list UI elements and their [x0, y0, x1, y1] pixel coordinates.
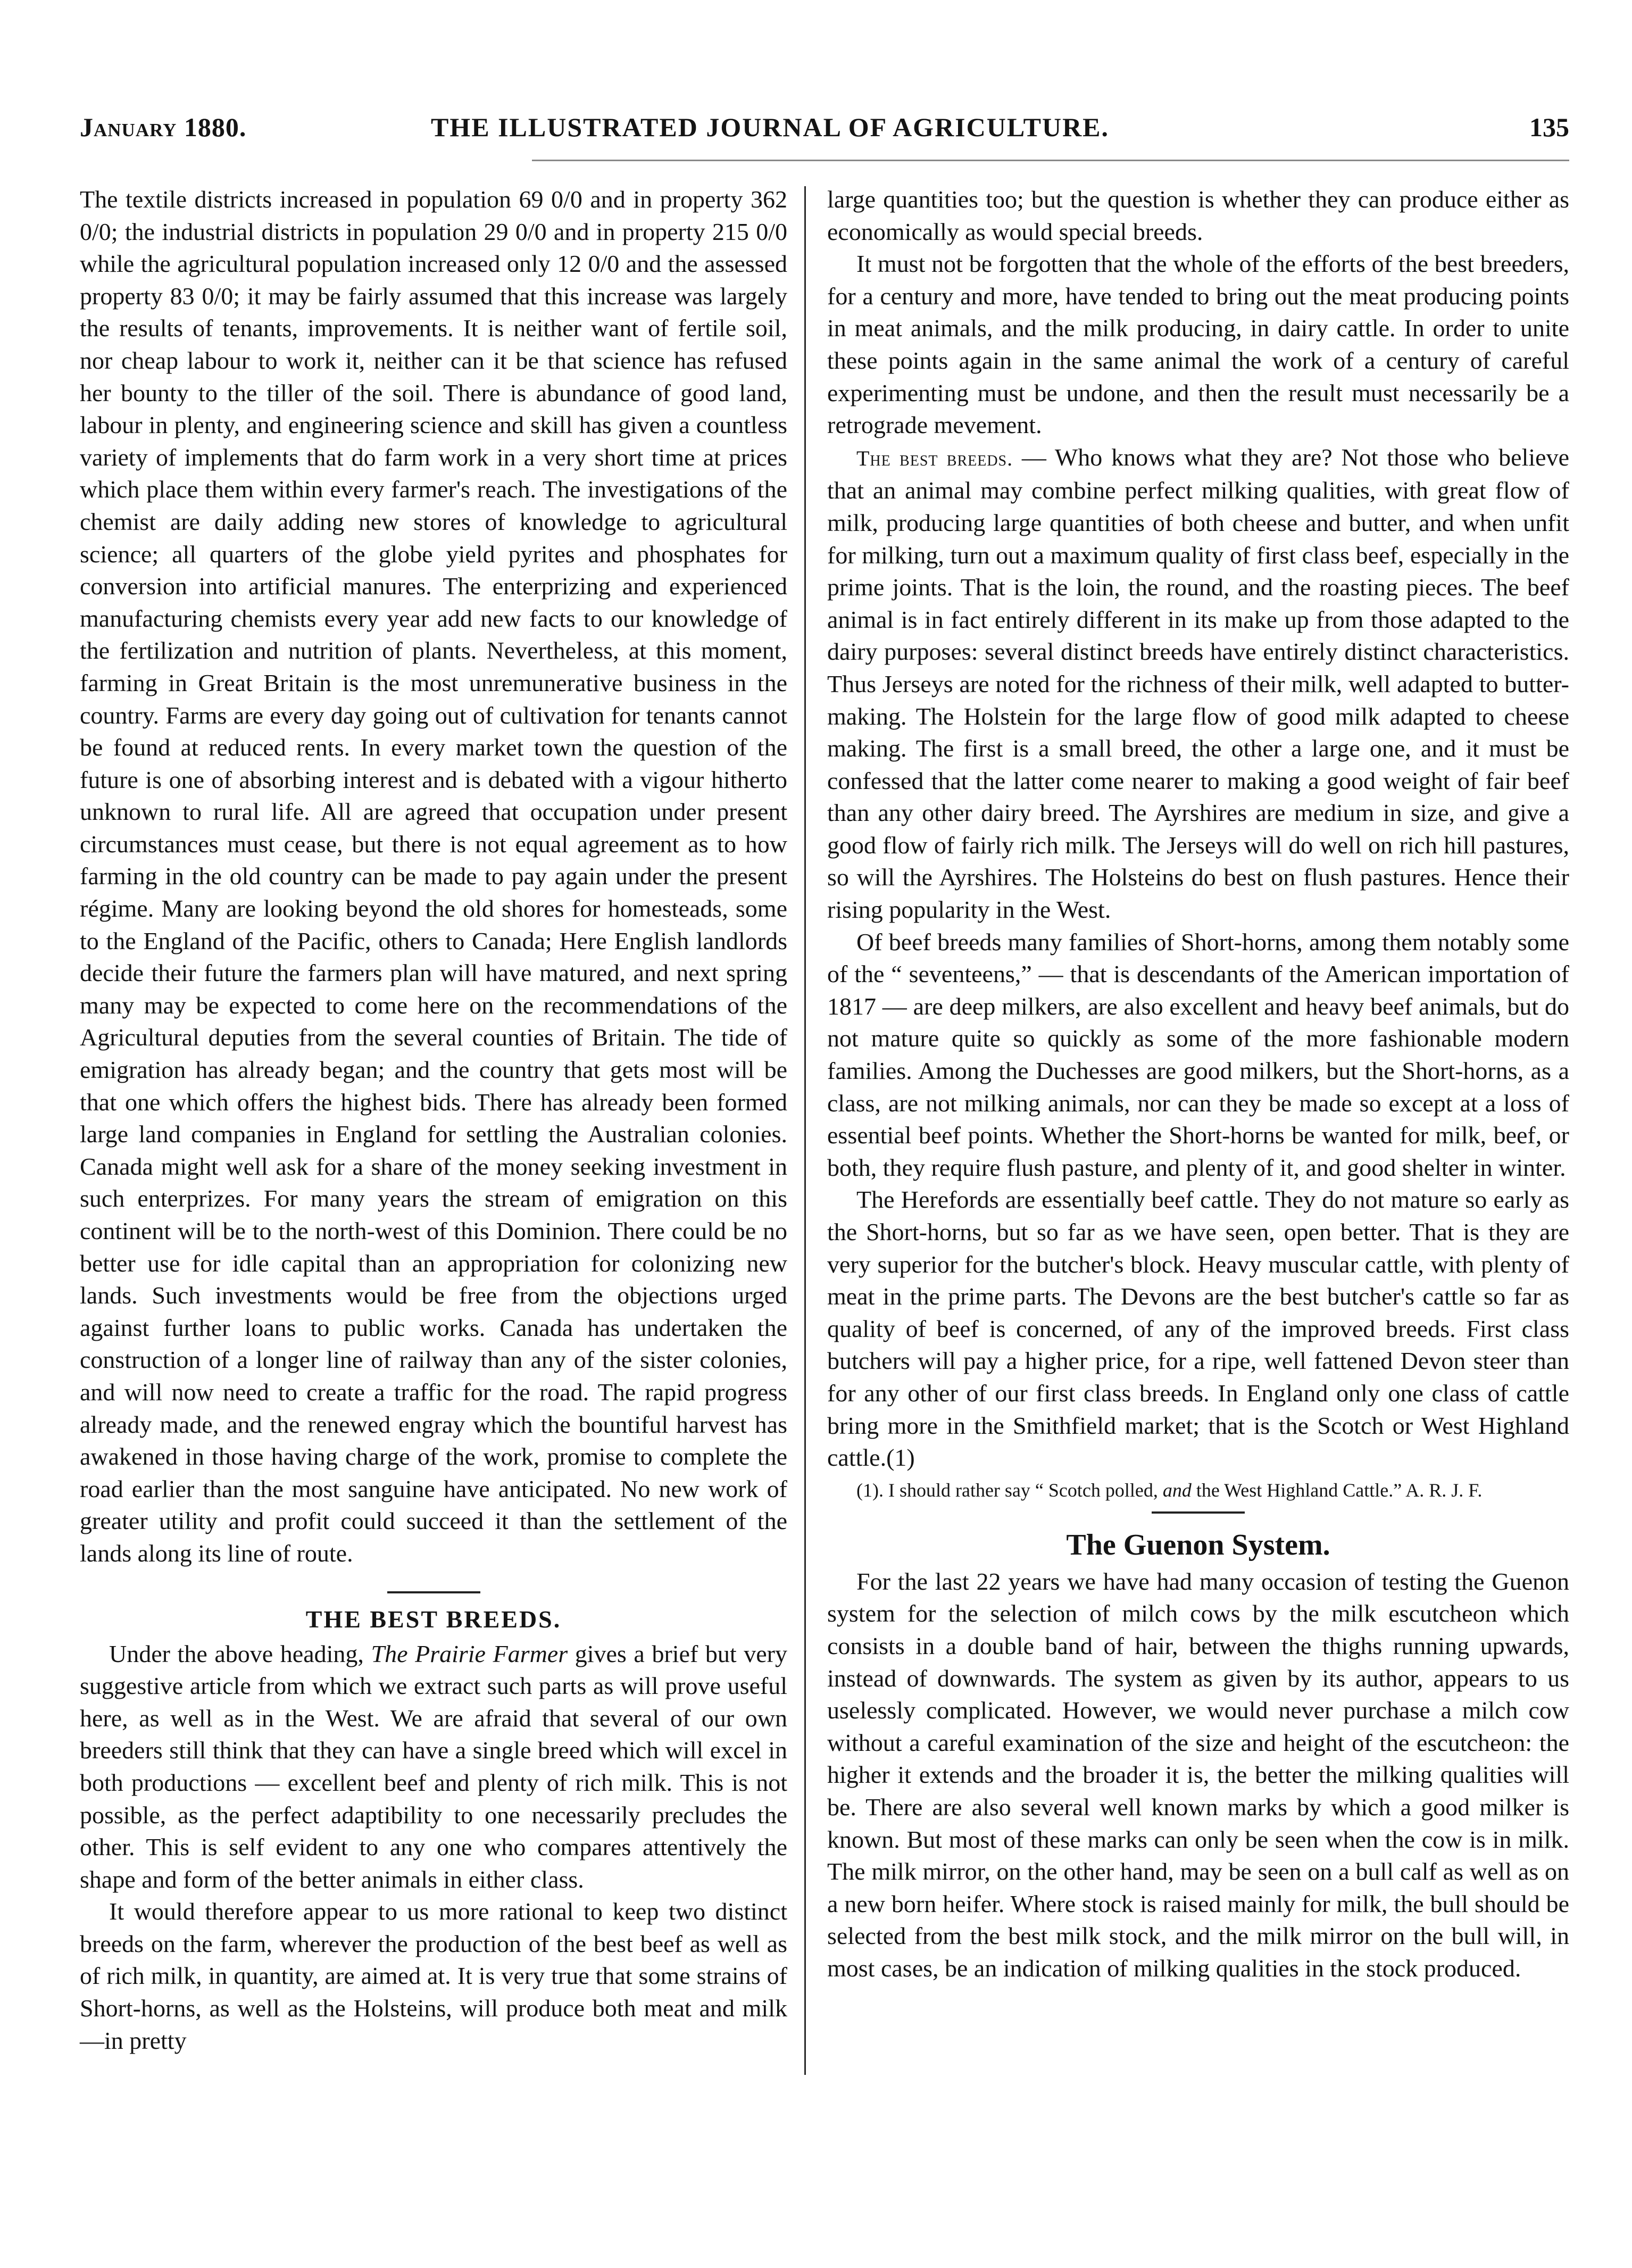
- header-date: January 1880.: [80, 112, 247, 142]
- right-column: [827, 184, 1569, 1984]
- journal-title: THE ILLUSTRATED JOURNAL OF AGRICULTURE.: [431, 112, 1110, 142]
- herefords-paragraph: The Herefords are essentially beef cattle. They do not mature so early as the Short-horns, but so far as we have seen, open better. That is they are very superior for the butcher's block. Heavy muscular cattle, with plenty of meat in the prime parts. The Devons are the best butcher's cattle so far as quality of beef is concerned, of any of the improved breeds. First class butchers will pay a higher price, for a ripe, well fattened Devon steer than for any other of our first class breeds. In England only one class of cattle bring more in the Smithfield market; that is the Scotch or West Highland cattle.(1): [827, 1186, 1569, 1472]
- left-column: [80, 184, 787, 2057]
- best-breeds-heading: THE BEST BREEDS.: [305, 1605, 562, 1633]
- text-run: gives a brief but very suggestive article from which we extract such parts as will prove useful here, as well as in the West. We are afraid that several of our own breeders still think that they can have a single breed which will excel in both productions — excellent beef and plenty of rich milk. This is not possible, as the perfect adaptibility to one necessarily precludes the other. This is self evident to any one who compares attentively the shape and form of the better animals in either class.: [80, 1640, 787, 1893]
- emigration-article-text: The textile districts increased in population 69 0/0 and in property 362 0/0; the industrial districts in population 29 0/0 and in property 215 0/0 while the agricultural population increased only 12 0/0 and the assessed property 83 0/0; it may be fairly assumed that this increase was largely the results of tenants, improvements. It is neither want of fertile soil, nor cheap labour to work it, neither can it be that science has refused her bounty to the tiller of the soil. There is abundance of good land, labour in plenty, and engineering science and skill has given a countless variety of implements that do farm work in a very short time at prices which place them within every farmer's reach. The investigations of the chemist are daily adding new stores of knowledge to agricultural science; all quarters of the globe yield pyrites and phosphates for conversion into artificial manures. The enterprizing and experienced manufacturing chemists every year add new facts to our knowledge of the fertilization and nutrition of plants. Nevertheless, at this moment, farming in Great Britain is the most unremunerative business in the country. Farms are every day going out of cultivation for tenants cannot be found at reduced rents. In every market town the question of the future is one of absorbing interest and is debated with a vigour hitherto unknown to rural life. All are agreed that occupation under present circumstances must cease, but there is not equal agreement as to how farming in the old country can be made to pay again under the present régime. Many are looking beyond the old shores for homesteads, some to the England of the Pacific, others to Canada; Here English landlords decide their future the farmers plan will have matured, and next spring many may be expected to come here on the recommendations of the Agricultural deputies from the several counties of Britain. The tide of emigration has already began; and the country that gets most will be that one which offers the highest bids. There has already been formed large land companies in England for settling the Australian colonies. Canada might well ask for a share of the money seeking investment in such enterprizes. For many years the stream of emigration on this continent will be to the north-west of this Dominion. There could be no better use for idle capital than an appropriation for colonizing new lands. Such investments would be free from the objections urged against further loans to public works. Canada has undertaken the construction of a longer line of railway than any of the sister colonies, and will now need to create a traffic for the road. The rapid progress already made, and the renewed engray which the bountiful harvest has awakened in those having charge of the work, promise to complete the road earlier than the most sanguine have anticipated. No new work of greater utility and profit could succeed it than the settlement of the lands along its line of route.: [80, 186, 787, 1567]
- column-divider: [804, 186, 806, 2075]
- page-number: 135: [1529, 112, 1569, 142]
- text-run: the West Highland Cattle.” A. R. J. F.: [1191, 1479, 1483, 1501]
- footnote: [827, 1477, 1569, 1503]
- text-run: (1). I should rather say “ Scotch polled,: [856, 1479, 1163, 1501]
- guenon-system-paragraph: For the last 22 years we have had many occasion of testing the Guenon system for the selection of milch cows by the milk escutcheon which consists in a double band of hair, between the thighs running upwards, instead of downwards. The system as given by its author, appears to us uselessly complicated. However, we would never purchase a milch cow without a careful examination of the size and height of the escutcheon: the higher it extends and the broader it is, the better the milking qualities will be. There are also several well known marks by which a good milker is known. But most of these marks can only be seen when the cow is in milk. The milk mirror, on the other hand, may be seen on a bull calf as well as on a new born heifer. Where stock is raised mainly for milk, the bull should be selected from the best milk stock, and the milk mirror on the bull will, in most cases, be an indication of milking qualities in the stock produced.: [827, 1567, 1569, 1982]
- header-rule: [532, 160, 1569, 161]
- source-publication: The Prairie Farmer: [371, 1640, 568, 1667]
- best-breeds-subsection: [827, 442, 1569, 926]
- continued-paragraph: large quantities too; but the question is whether they can produce either as economically as would special breeds.: [827, 186, 1569, 245]
- page-header: [80, 112, 1569, 154]
- best-breeds-paragraph-1: [80, 1638, 787, 1896]
- beef-breeds-paragraph: Of beef breeds many families of Short-horns, among them notably some of the “ seventeens,” — that is descendants of the American importation of 1817 — are deep milkers, are also excellent and heavy beef animals, but do not mature quite so quickly as some of the more fashionable modern families. Among the Duchesses are good milkers, but the Short-horns, as a class, are not milking animals, nor can they be made so except at a loss of essential beef points. Whether the Short-horns be wanted for milk, beef, or both, they require flush pasture, and plenty of it, and good shelter in winter.: [827, 928, 1569, 1181]
- text-run: — Who knows what they are? Not those who believe that an animal may combine perfect milking qualities, with great flow of milk, producing large quantities of both cheese and butter, and when unfit for milking, turn out a maximum quality of first class beef, especially in the prime joints. That is the loin, the round, and the roasting pieces. The beef animal is in fact entirely different in its make up from those adapted to the dairy purposes: several distinct breeds have entirely distinct characteristics. Thus Jerseys are noted for the richness of their milk, well adapted to butter-making. The Holstein for the large flow of good milk adapted to cheese making. The first is a small breed, the other a large one, and it must be confessed that the latter come nearer to making a good weight of fair beef than any other dairy breed. The Ayrshires are medium in size, and give a good flow of fairly rich milk. The Jerseys will do well on rich hill pastures, so will the Ayrshires. The Holsteins do best on flush pastures. Hence their rising popularity in the West.: [827, 443, 1569, 924]
- best-breeds-paragraph-2: It would therefore appear to us more rational to keep two distinct breeds on the farm, wherever the production of the best beef as well as of rich milk, in quantity, are aimed at. It is very true that some strains of Short-horns, as well as the Holsteins, will produce both meat and milk—in pretty: [80, 1898, 787, 2054]
- section-separator: [387, 1591, 480, 1593]
- subsection-label: The best breeds.: [856, 446, 1013, 470]
- text-run: and: [1162, 1479, 1192, 1501]
- guenon-system-heading: The Guenon System.: [1066, 1528, 1330, 1561]
- breeders-paragraph: It must not be forgotten that the whole of the efforts of the best breeders, for a century and more, have tended to bring out the meat producing points in meat animals, and the milk producing, in dairy cattle. In order to unite these points again in the same animal the work of a century of careful experimenting must be undone, and then the result must necessarily be a retrograde mevement.: [827, 250, 1569, 439]
- section-separator: [1152, 1511, 1245, 1514]
- text-run: Under the above heading,: [109, 1640, 371, 1667]
